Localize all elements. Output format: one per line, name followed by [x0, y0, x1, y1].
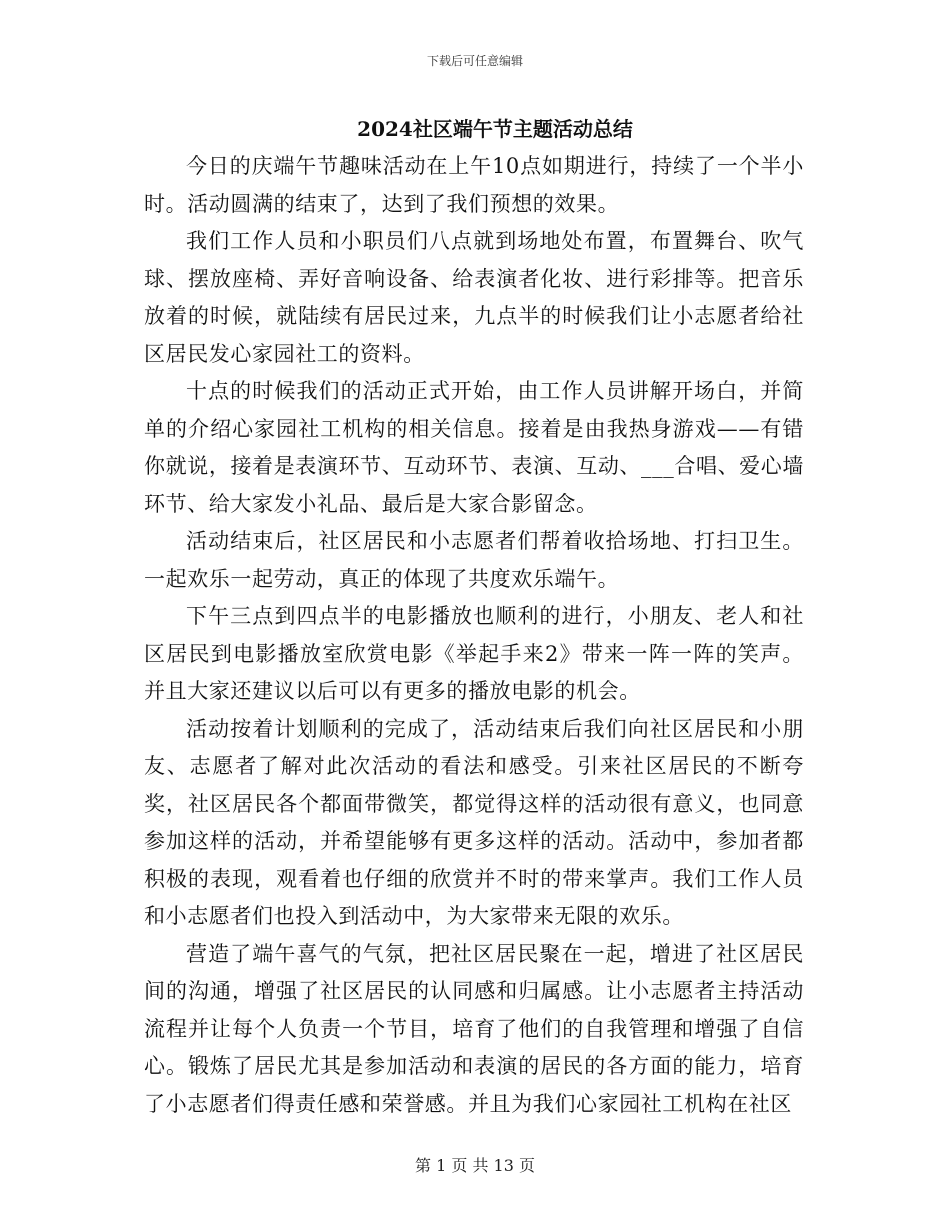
paragraph: 今日的庆端午节趣味活动在上午10点如期进行，持续了一个半小时。活动圆满的结束了，达到了我们预想的效果。	[144, 154, 804, 216]
paragraph: 活动结束后，社区居民和小志愿者们帮着收拾场地、打扫卫生。一起欢乐一起劳动，真正的体现了共度欢乐端午。	[144, 529, 804, 591]
paragraph: 营造了端午喜气的气氛，把社区居民聚在一起，增进了社区居民间的沟通，增强了社区居民的认同感和归属感。让小志愿者主持活动流程并让每个人负责一个节目，培育了他们的自我管理和增强了自信心。锻炼了居民尤其是参加活动和表演的居民的各方面的能力，培育了小志愿者们得责任感和荣誉感。并且为我们心家园社工机构在社区	[144, 941, 804, 1116]
header-note: 下载后可任意编辑	[426, 54, 523, 68]
paragraph: 十点的时候我们的活动正式开始，由工作人员讲解开场白，并简单的介绍心家园社工机构的相关信息。接着是由我热身游戏——有错你就说，接着是表演环节、互动环节、表演、互动、___合唱、爱心墙环节、给大家发小礼品、最后是大家合影留念。	[144, 379, 804, 516]
paragraph: 活动按着计划顺利的完成了，活动结束后我们向社区居民和小朋友、志愿者了解对此次活动的看法和感受。引来社区居民的不断夸奖，社区居民各个都面带微笑，都觉得这样的活动很有意义，也同意参加这样的活动，并希望能够有更多这样的活动。活动中，参加者都积极的表现，观看着也仔细的欣赏并不时的带来掌声。我们工作人员和小志愿者们也投入到活动中，为大家带来无限的欢乐。	[144, 716, 804, 928]
paragraph: 下午三点到四点半的电影播放也顺利的进行，小朋友、老人和社区居民到电影播放室欣赏电影《举起手来2》带来一阵一阵的笑声。并且大家还建议以后可以有更多的播放电影的机会。	[144, 604, 804, 703]
document-title: 2024社区端午节主题活动总结	[357, 117, 633, 141]
paragraph: 我们工作人员和小职员们八点就到场地处布置，布置舞台、吹气球、摆放座椅、弄好音响设备、给表演者化妆、进行彩排等。把音乐放着的时候，就陆续有居民过来，九点半的时候我们让小志愿者给社区居民发心家园社工的资料。	[144, 229, 804, 366]
page-number: 第 1 页 共 13 页	[415, 1156, 535, 1175]
document-body	[144, 148, 804, 1123]
